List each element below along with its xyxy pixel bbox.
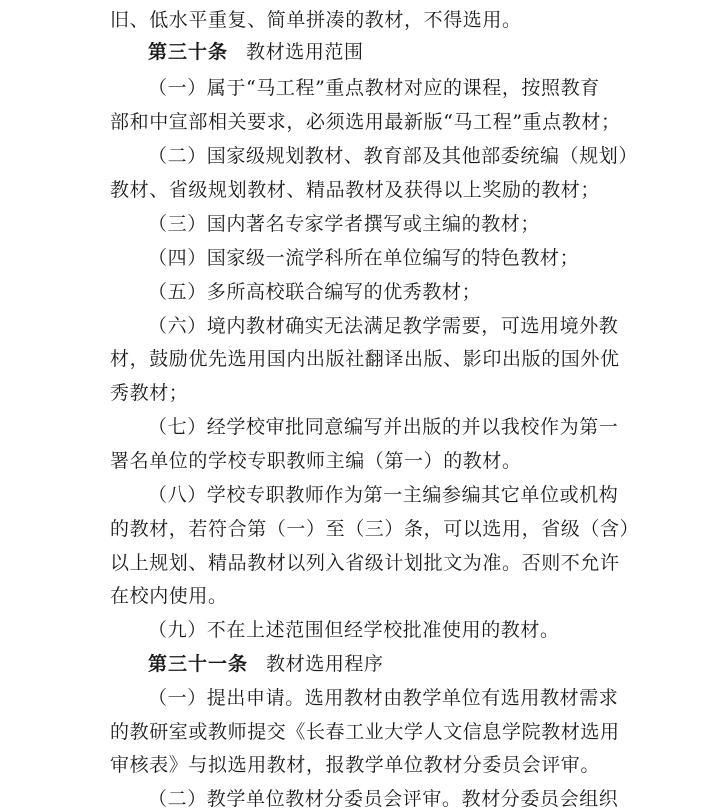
text-line: （八）学校专职教师作为第一主编参编其它单位或机构 bbox=[148, 484, 619, 506]
text-line: 旧、低水平重复、简单拼凑的教材，不得选用。 bbox=[110, 9, 522, 31]
text-line: 的教研室或教师提交《长春工业大学人文信息学院教材选用 bbox=[110, 721, 620, 743]
text-line: （六）境内教材确实无法满足教学需要，可选用境外教 bbox=[148, 315, 619, 337]
text-line: （二）教学单位教材分委员会评审。教材分委员会组织 bbox=[148, 788, 619, 810]
text-line: 以上规划、精品教材以列入省级计划批文为准。否则不允许 bbox=[110, 552, 620, 574]
text-line: （一）提出申请。选用教材由教学单位有选用教材需求 bbox=[148, 687, 619, 709]
text-line: 在校内使用。 bbox=[110, 585, 228, 607]
article-30-heading bbox=[148, 40, 364, 64]
article-30-title: 教材选用范围 bbox=[246, 41, 364, 63]
text-line: （九）不在上述范围但经学校批准使用的教材。 bbox=[148, 619, 560, 641]
text-line: 审核表》与拟选用教材，报教学单位教材分委员会评审。 bbox=[110, 754, 601, 776]
text-line: （一）属于“马工程”重点教材对应的课程，按照教育 bbox=[148, 77, 600, 99]
text-line: 教材、省级规划教材、精品教材及获得以上奖励的教材； bbox=[110, 179, 601, 201]
text-line: 材，鼓励优先选用国内出版社翻译出版、影印出版的国外优 bbox=[110, 348, 620, 370]
article-30-number: 第三十条 bbox=[148, 41, 229, 63]
text-line: （二）国家级规划教材、教育部及其他部委统编（规划） bbox=[148, 145, 639, 167]
article-31-title: 教材选用程序 bbox=[266, 653, 384, 675]
text-line: 的教材，若符合第（一）至（三）条，可以选用，省级（含） bbox=[110, 518, 640, 540]
text-line: （七）经学校审批同意编写并出版的并以我校作为第一 bbox=[148, 416, 619, 438]
text-line: （三）国内著名专家学者撰写或主编的教材； bbox=[148, 213, 541, 235]
text-line: 署名单位的学校专职教师主编（第一）的教材。 bbox=[110, 450, 522, 472]
text-line: （五）多所高校联合编写的优秀教材； bbox=[148, 281, 482, 303]
text-line: （四）国家级一流学科所在单位编写的特色教材； bbox=[148, 247, 580, 269]
article-31-number: 第三十一条 bbox=[148, 653, 249, 675]
text-line: 部和中宣部相关要求，必须选用最新版“马工程”重点教材； bbox=[110, 111, 621, 133]
article-31-heading bbox=[148, 652, 384, 676]
text-line: 秀教材； bbox=[110, 382, 189, 404]
